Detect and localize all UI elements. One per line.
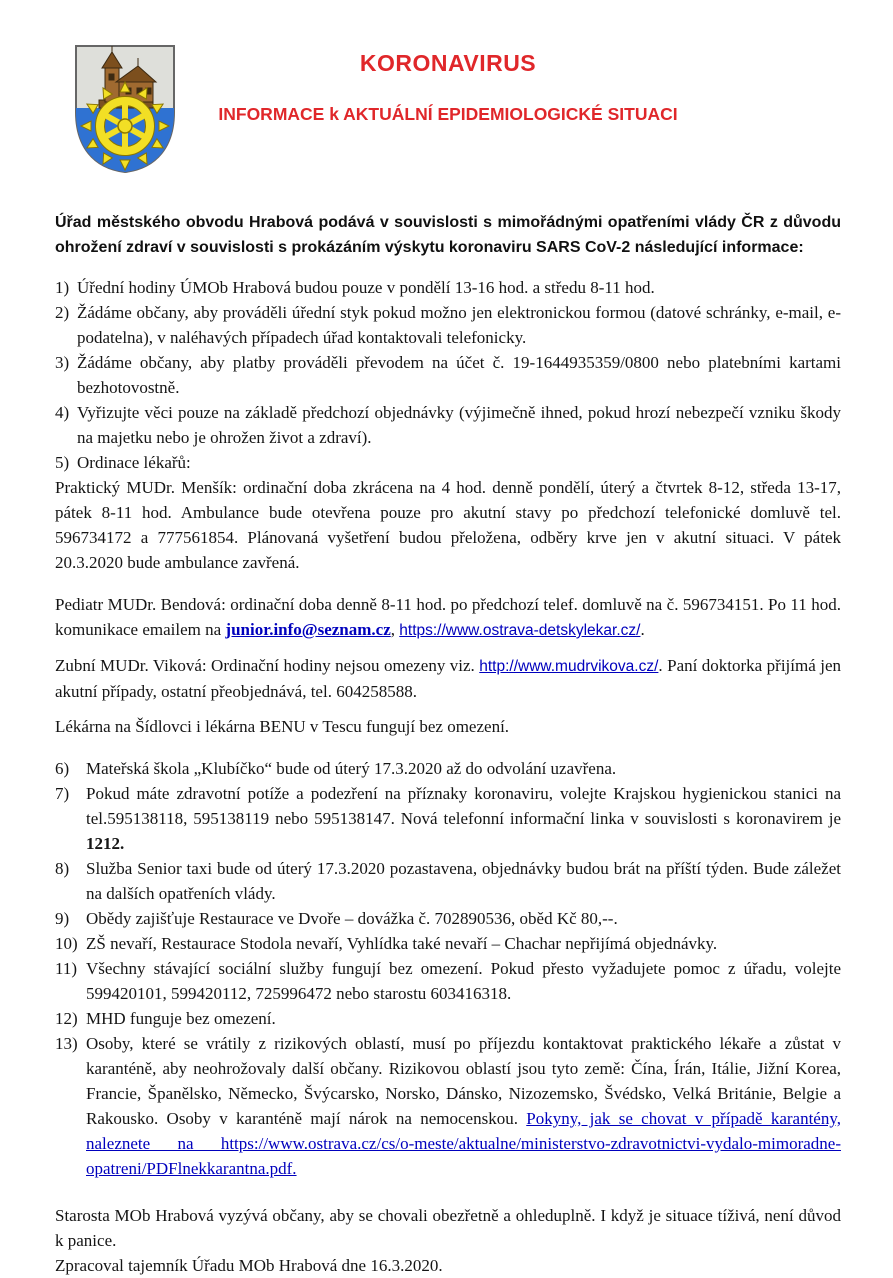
quarantine-instructions-link[interactable]: Pokyny, jak se chovat v případě karantény, naleznete na https://www.ostrava.cz/cs/o-meste/aktualne/ministerstvo-zdravotnictvi-vydalo-mimoradne-opatreni/PDFlnekkarantna.pdf. — [86, 1109, 841, 1178]
doctor-zubni-paragraph — [55, 653, 841, 704]
item-text: MHD funguje bez omezení. — [86, 1009, 276, 1028]
list-item-1 — [55, 275, 841, 300]
list-item-9 — [55, 906, 841, 931]
item-number: 11) — [55, 959, 78, 978]
item-text: Všechny stávající sociální služby fungují bez omezení. Pokud přesto vyžadujete pomoc z úřadu, volejte 599420101, 599420112, 725996472 nebo starostu 603416318. — [86, 959, 841, 1003]
item-text: Služba Senior taxi bude od úterý 17.3.2020 pozastavena, objednávky budou brát na příští týden. Bude záležet na dalších opatřeních vlády. — [86, 859, 841, 903]
item-number: 12) — [55, 1009, 78, 1028]
url-link-mudrvikova[interactable]: http://www.mudrvikova.cz/ — [479, 658, 659, 675]
hrabova-coat-of-arms-icon — [69, 42, 181, 181]
item-text — [86, 781, 841, 856]
list-item-7 — [55, 781, 841, 856]
list-item-8 — [55, 856, 841, 906]
item-number: 6) — [55, 759, 70, 778]
period-text: . — [640, 620, 645, 639]
item-number: 10) — [55, 934, 78, 953]
item-7-text: Pokud máte zdravotní potíže a podezření na příznaky koronaviru, volejte Krajskou hygienickou stanici na tel.595138118, 595138119 nebo 595138147. Nová telefonní informační linka v souvislosti s koronavirem je — [86, 784, 841, 828]
doctor-praktik-paragraph: Praktický MUDr. Menšík: ordinační doba zkrácena na 4 hod. denně pondělí, úterý a čtvrtek 8-12, středa 13-17, pátek 8-11 hod. Ambulance bude otevřena pouze pro akutní stavy po předchozí telefonické domluvě tel. 596734172 a 777561854. Plánovaná vyšetření budou přeložena, odběry krve jen v akutní situaci. V pátek 20.3.2020 bude ambulance zavřená. — [55, 478, 841, 572]
list-item-5 — [55, 450, 841, 475]
item-text: Žádáme občany, aby platby prováděli převodem na účet č. 19-1644935359/0800 nebo platebními kartami bezhotovostně. — [77, 353, 841, 397]
numbered-list-6-13 — [55, 756, 841, 1181]
item-number: 5) — [55, 453, 70, 472]
signature-line: Zpracoval tajemník Úřadu MOb Hrabová dne 16.3.2020. — [55, 1256, 443, 1275]
list-item-12 — [55, 1006, 841, 1031]
numbered-list-1-5 — [55, 275, 841, 475]
item-text: Vyřizujte věci pouze na základě předchozí objednávky (výjimečně ihned, pokud hrozí nebezpečí vzniku škody na majetku nebo je ohrožen život a zdraví). — [77, 403, 841, 447]
zubni-text-2: . Paní doktorka přijímá jen akutní případy, ostatní přeobjednává, tel. 604258588. — [55, 656, 841, 701]
url-link-ostrava-detskylekar[interactable]: https://www.ostrava-detskylekar.cz/ — [399, 622, 641, 639]
item-number: 13) — [55, 1034, 78, 1053]
item-text: Mateřská škola „Klubíčko“ bude od úterý 17.3.2020 až do odvolání uzavřena. — [86, 759, 617, 778]
item-13-text: Osoby, které se vrátily z rizikových oblastí, musí po příjezdu kontaktovat praktického lékaře a zůstat v karanténě, aby neohrožovaly další občany. Rizikovou oblastí jsou tyto země: Čína, Írán, Itálie, Jižní Korea, Francie, Španělsko, Německo, Švýcarsko, Norsko, Dánsko, Nizozemsko, Švédsko, Velká Británie, Belgie a Rakousko. Osoby v karanténě mají nárok na nemocenskou. — [86, 1034, 841, 1128]
list-item-10 — [55, 931, 841, 956]
item-text: Ordinace lékařů: — [77, 453, 191, 472]
item-text: Obědy zajišťuje Restaurace ve Dvoře – dovážka č. 702890536, oběd Kč 80,--. — [86, 909, 618, 928]
item-number: 7) — [55, 784, 70, 803]
document-header — [55, 40, 841, 188]
doctor-pediatr-paragraph — [55, 592, 841, 643]
item-text: Žádáme občany, aby prováděli úřední styk pokud možno jen elektronickou formou (datové schránky, e-mail, e-podatelna), v naléhavých případech úřad kontaktovali telefonicky. — [77, 303, 841, 347]
item-number: 3) — [55, 353, 70, 372]
list-item-6 — [55, 756, 841, 781]
list-item-3 — [55, 350, 841, 400]
list-item-2 — [55, 300, 841, 350]
coat-of-arms-svg — [69, 42, 181, 176]
intro-paragraph: Úřad městského obvodu Hrabová podává v souvislosti s mimořádnými opatřeními vlády ČR z důvodu ohrožení zdraví v souvislosti s prokázáním výskytu koronaviru SARS CoV-2 následující informace: — [55, 214, 841, 256]
separator-text: , — [390, 620, 400, 639]
item-number: 9) — [55, 909, 70, 928]
item-text: ZŠ nevaří, Restaurace Stodola nevaří, Vyhlídka také nevaří – Chachar nepřijímá objednávky. — [86, 934, 718, 953]
zubni-text-1: Zubní MUDr. Viková: Ordinační hodiny nejsou omezeny viz. — [55, 656, 480, 675]
mayor-appeal-paragraph: Starosta MOb Hrabová vyzývá občany, aby se chovali obezřetně a ohleduplně. I když je situace tíživá, není důvod k panice. — [55, 1206, 841, 1250]
page-subtitle: INFORMACE k AKTUÁLNÍ EPIDEMIOLOGICKÉ SITUACI — [218, 104, 678, 124]
email-link-junior-info[interactable]: junior.info@seznam.cz — [225, 620, 391, 639]
item-text — [86, 1031, 841, 1181]
item-number: 2) — [55, 303, 70, 322]
list-item-11 — [55, 956, 841, 1006]
item-text: Úřední hodiny ÚMOb Hrabová budou pouze v pondělí 13-16 hod. a středu 8-11 hod. — [77, 278, 655, 297]
list-item-13 — [55, 1031, 841, 1181]
pediatr-text: Pediatr MUDr. Bendová: ordinační doba denně 8-11 hod. po předchozí telef. domluvě na č. 596734151. Po 11 hod. komunikace emailem na — [55, 595, 841, 639]
list-item-4 — [55, 400, 841, 450]
hotline-number-bold: 1212. — [86, 834, 125, 853]
item-number: 8) — [55, 859, 70, 878]
page-title: KORONAVIRUS — [359, 50, 537, 76]
pharmacy-paragraph: Lékárna na Šídlovci i lékárna BENU v Tescu fungují bez omezení. — [55, 717, 510, 736]
item-number: 4) — [55, 403, 70, 422]
item-number: 1) — [55, 278, 70, 297]
